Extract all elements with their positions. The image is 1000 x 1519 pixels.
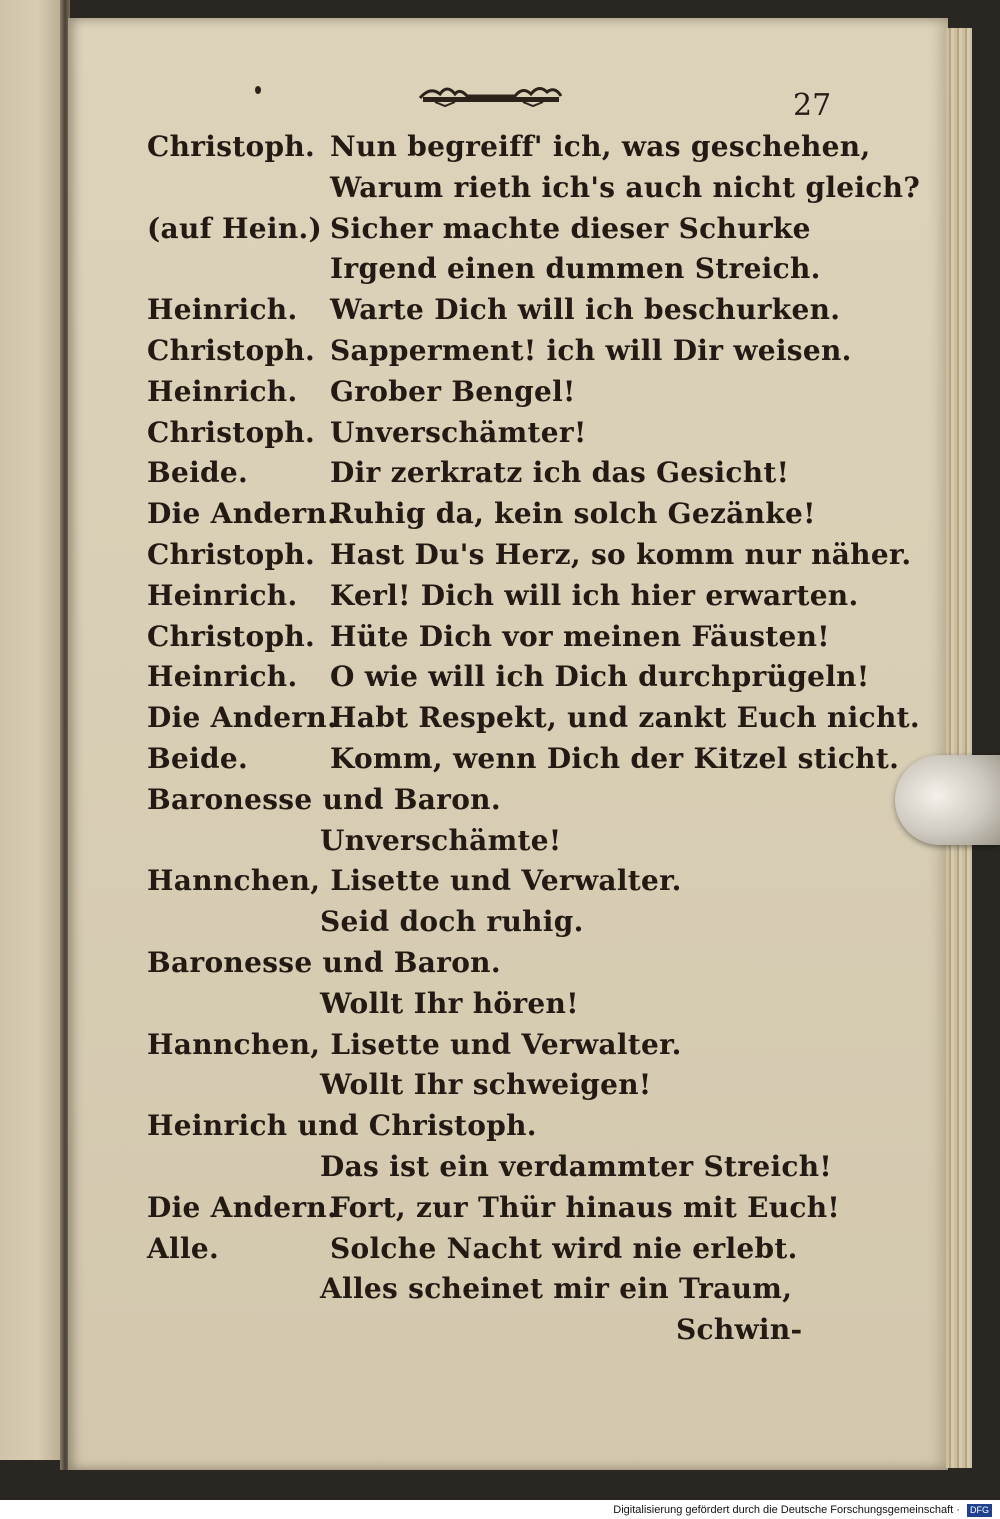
speaker-name: Heinrich. xyxy=(147,578,298,612)
verse-text: Warte Dich will ich beschurken. xyxy=(330,293,841,327)
speaker-name: Die Andern. xyxy=(147,1190,338,1224)
verse-text: Sicher machte dieser Schurke xyxy=(330,211,811,245)
verse-text: Schwin- xyxy=(676,1313,803,1347)
verse-text: Hast Du's Herz, so komm nur näher. xyxy=(330,538,912,571)
speaker-name: Christoph. xyxy=(147,415,316,449)
dfg-logo: DFG xyxy=(967,1504,992,1517)
speaker-name: Beide. xyxy=(147,742,249,775)
verse-text: Habt Respekt, und zankt Euch nicht. xyxy=(330,701,920,735)
verse-text: Dir zerkratz ich das Gesicht! xyxy=(330,456,790,490)
verse-text: Grober Bengel! xyxy=(330,374,576,408)
verse-text: Wollt Ihr hören! xyxy=(320,986,579,1020)
speaker-name: Die Andern. xyxy=(147,497,338,531)
speaker-name: Christoph. xyxy=(147,538,316,571)
speaker-name: Christoph. xyxy=(147,619,316,653)
footer-text: Digitalisierung gefördert durch die Deutsche Forschungsgemeinschaft · xyxy=(613,1504,960,1516)
verse-text: Kerl! Dich will ich hier erwarten. xyxy=(330,578,859,612)
speaker-name: Christoph. xyxy=(147,130,316,163)
speaker-name: Hannchen, Lisette und Verwalter. xyxy=(147,1027,682,1061)
verse-text: Wollt Ihr schweigen! xyxy=(320,1068,652,1102)
speaker-name: Beide. xyxy=(147,456,249,490)
speaker-name: Heinrich und Christoph. xyxy=(147,1109,537,1143)
speaker-name: Baronesse und Baron. xyxy=(147,782,501,816)
verse-text: Warum rieth ich's auch nicht gleich? xyxy=(330,170,921,204)
speaker-name: Die Andern. xyxy=(147,701,338,735)
speaker-name: Baronesse und Baron. xyxy=(147,946,501,979)
speaker-name: Alle. xyxy=(147,1231,220,1265)
verse-text: Sapperment! ich will Dir weisen. xyxy=(330,334,852,367)
speaker-name: Heinrich. xyxy=(147,660,298,694)
verse-text: Hüte Dich vor meinen Fäusten! xyxy=(330,619,830,653)
verse-text: Unverschämte! xyxy=(320,823,562,857)
page-number: 27 xyxy=(793,88,832,123)
verse-text: Seid doch ruhig. xyxy=(320,905,584,939)
verse-text: Unverschämter! xyxy=(330,415,587,449)
speaker-name: (auf Hein.) xyxy=(147,211,323,245)
verse-text: Fort, zur Thür hinaus mit Euch! xyxy=(330,1190,841,1224)
verse-text: Komm, wenn Dich der Kitzel sticht. xyxy=(330,742,900,775)
verse-text: Irgend einen dummen Streich. xyxy=(330,252,821,286)
speaker-name: Christoph. xyxy=(147,334,316,367)
speaker-name: Heinrich. xyxy=(147,374,298,408)
verse-text: Das ist ein verdammter Streich! xyxy=(320,1150,832,1183)
verse-text: Nun begreiff' ich, was geschehen, xyxy=(330,130,871,163)
verse-text: Ruhig da, kein solch Gezänke! xyxy=(330,497,816,531)
verse-text: Alles scheinet mir ein Traum, xyxy=(320,1272,793,1306)
digitization-footer xyxy=(613,1501,992,1519)
speaker-name: Heinrich. xyxy=(147,293,298,327)
verse-text: O wie will ich Dich durchprügeln! xyxy=(330,660,870,694)
verse-text: Solche Nacht wird nie erlebt. xyxy=(330,1231,798,1265)
speaker-name: Hannchen, Lisette und Verwalter. xyxy=(147,864,682,898)
